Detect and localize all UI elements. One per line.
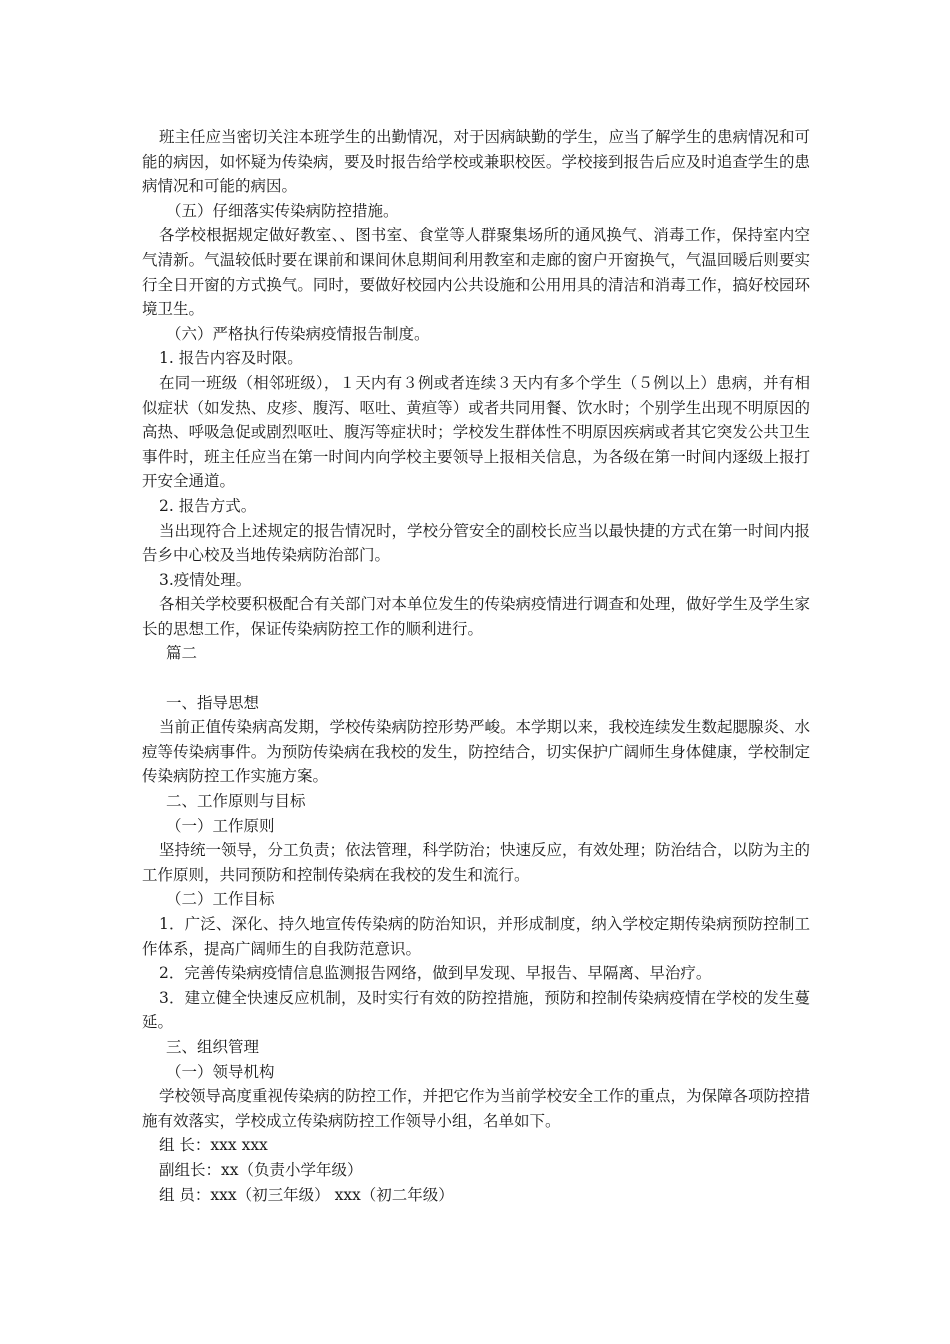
section-heading: 一、指导思想: [166, 693, 260, 712]
list-item: 3．建立健全快速反应机制，及时实行有效的防控措施，预防和控制传染病疫情在学校的发生蔓延。: [142, 988, 810, 1032]
paragraph: 在同一班级（相邻班级），１天内有３例或者连续３天内有多个学生（５例以上）患病，并有相似症状（如发热、皮疹、腹泻、呕吐、黄疸等）或者共同用餐、饮水时；个别学生出现不明原因的高热、呼吸急促或剧烈呕吐、腹泻等症状时；学校发生群体性不明原因疾病或者其它突发公共卫生事件时，班主任应当在第一时间内向学校主要领导上报相关信息，为各级在第一时间内逐级上报打开安全通道。: [142, 373, 810, 491]
section-heading: 二、工作原则与目标: [166, 792, 306, 811]
document-body: [142, 125, 810, 1207]
subsection-heading: 1. 报告内容及时限。: [159, 349, 303, 368]
paragraph: 学校领导高度重视传染病的防控工作，并把它作为当前学校安全工作的重点，为保障各项防控措施有效落实，学校成立传染病防控工作领导小组，名单如下。: [142, 1087, 811, 1130]
list-item: 1．广泛、深化、持久地宣传传染病的防治知识，并形成制度，纳入学校定期传染病预防控制工作体系，提高广阔师生的自我防范意识。: [142, 915, 810, 958]
paragraph: 坚持统一领导，分工负责；依法管理，科学防治；快速反应，有效处理；防治结合，以防为主的工作原则，共同预防和控制传染病在我校的发生和流行。: [142, 841, 811, 884]
section-heading: （五）仔细落实传染病防控措施。: [166, 201, 399, 220]
section-heading: 三、组织管理: [166, 1037, 260, 1056]
list-item: 2．完善传染病疫情信息监测报告网络，做到早发现、早报告、早隔离、早治疗。: [159, 964, 712, 983]
paragraph: 班主任应当密切关注本班学生的出勤情况，对于因病缺勤的学生，应当了解学生的患病情况和可能的病因，如怀疑为传染病，要及时报告给学校或兼职校医。学校接到报告后应及时追查学生的患病情况和可能的病因。: [142, 128, 811, 196]
roster-line: 组 长：xxx xxx: [159, 1136, 268, 1155]
roster-line: 副组长：xx（负责小学年级）: [159, 1160, 363, 1179]
subsection-heading: （一）工作原则: [166, 816, 275, 835]
paragraph: 当出现符合上述规定的报告情况时，学校分管安全的副校长应当以最快捷的方式在第一时间内报告乡中心校及当地传染病防治部门。: [142, 521, 811, 565]
paragraph: 各相关学校要积极配合有关部门对本单位发生的传染病疫情进行调查和处理，做好学生及学生家长的思想工作，保证传染病防控工作的顺利进行。: [142, 595, 811, 638]
paragraph: 当前正值传染病高发期，学校传染病防控形势严峻。本学期以来，我校连续发生数起腮腺炎、水痘等传染病事件。为预防传染病在我校的发生，防控结合，切实保护广阔师生身体健康，学校制定传染病防控工作实施方案。: [142, 718, 811, 786]
subsection-heading: 3.疫情处理。: [159, 570, 252, 589]
section-heading: （六）严格执行传染病疫情报告制度。: [166, 324, 430, 343]
part-heading: 篇二: [166, 644, 198, 663]
paragraph: 各学校根据规定做好教室、、图书室、食堂等人群聚集场所的通风换气、消毒工作，保持室内空气清新。气温较低时要在课前和课间休息期间利用教室和走廊的窗户开窗换气，气温回暖后则要实行全日开窗的方式换气。同时，要做好校园内公共设施和公用用具的清洁和消毒工作，搞好校园环境卫生。: [142, 226, 810, 319]
subsection-heading: （二）工作目标: [166, 890, 275, 909]
blank-line: [142, 666, 810, 691]
roster-line: 组 员：xxx（初三年级） xxx（初二年级）: [159, 1185, 454, 1204]
subsection-heading: （一）领导机构: [166, 1062, 275, 1081]
subsection-heading: 2. 报告方式。: [159, 496, 257, 515]
